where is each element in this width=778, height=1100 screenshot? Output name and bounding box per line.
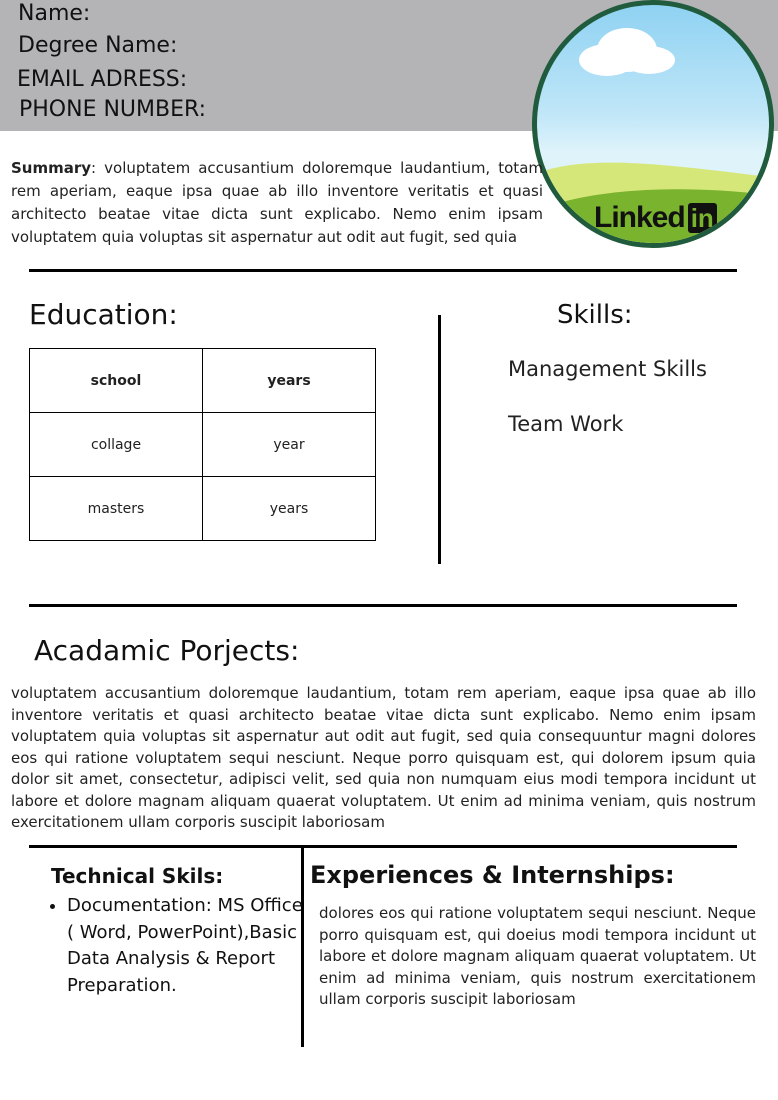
table-row [30, 477, 376, 541]
degree-label: Degree Name: [18, 33, 178, 58]
table-cell: masters [30, 477, 203, 541]
linkedin-badge: in [688, 203, 717, 233]
vertical-divider [438, 315, 441, 564]
divider [29, 269, 737, 272]
table-cell: year [203, 413, 376, 477]
skill-item: Team Work [508, 412, 624, 436]
table-cell: collage [30, 413, 203, 477]
list-item: • Documentation: MS Office ( Word, PowerPoint),Basic Data Analysis & Report Preparation. [67, 893, 307, 999]
education-table [29, 348, 376, 541]
profile-photo [532, 0, 774, 248]
summary-label: Summary [11, 159, 92, 177]
table-row [30, 413, 376, 477]
education-title: Education: [29, 298, 178, 331]
email-label: EMAIL ADRESS: [17, 67, 188, 92]
phone-label: PHONE NUMBER: [19, 97, 207, 122]
divider [29, 845, 737, 848]
table-row [30, 349, 376, 413]
divider [29, 604, 737, 607]
summary [11, 157, 543, 249]
name-label: Name: [18, 1, 91, 26]
experiences-title: Experiences & Internships: [310, 861, 675, 889]
projects-text: voluptatem accusantium doloremque laudantium, totam rem aperiam, eaque ipsa quae ab illo inventore veritatis et quasi architecto beatae vitae dicta sunt explicabo. Nemo enim ipsam voluptatem quia voluptas sit aspernatur aut odit aut fugit, sed quia consequuntur magni dolores eos qui ratione voluptatem sequi nesciunt. Neque porro quisquam est, qui dolorem ipsum quia dolor sit amet, consectetur, adipisci velit, sed quia non numquam eius modi tempora incidunt ut labore et dolore magnam aliquam quaerat voluptatem. Ut enim ad minima veniam, quis nostrum exercitationem ullam corporis suscipit laboriosam [11, 684, 756, 831]
linkedin-logo [594, 201, 717, 235]
summary-text: : voluptatem accusantium doloremque laudantium, totam rem aperiam, eaque ipsa quae ab illo inventore veritatis et quasi architecto beatae vitae dicta sunt explicabo. Nemo enim ipsam voluptatem quia voluptas sit aspernatur aut odit aut fugit, sed quia [11, 159, 543, 246]
skills-title: Skills: [557, 300, 633, 330]
table-header-years: years [203, 349, 376, 413]
table-header-school: school [30, 349, 203, 413]
skill-item: Management Skills [508, 357, 707, 381]
technical-skills-title: Technical Skils: [51, 864, 224, 888]
technical-skills-list [46, 893, 307, 999]
linkedin-logo-text: Linked [594, 201, 685, 234]
projects-title: Acadamic Porjects: [34, 634, 300, 667]
experiences-text: dolores eos qui ratione voluptatem sequi nesciunt. Neque porro quisquam est, qui doeius modi tempora incidunt ut labore et dolore magnam aliquam quaerat voluptatem. Ut enim ad minima veniam, quis nostrum exercitationem ullam corporis suscipit laboriosam [319, 904, 756, 1008]
table-cell: years [203, 477, 376, 541]
